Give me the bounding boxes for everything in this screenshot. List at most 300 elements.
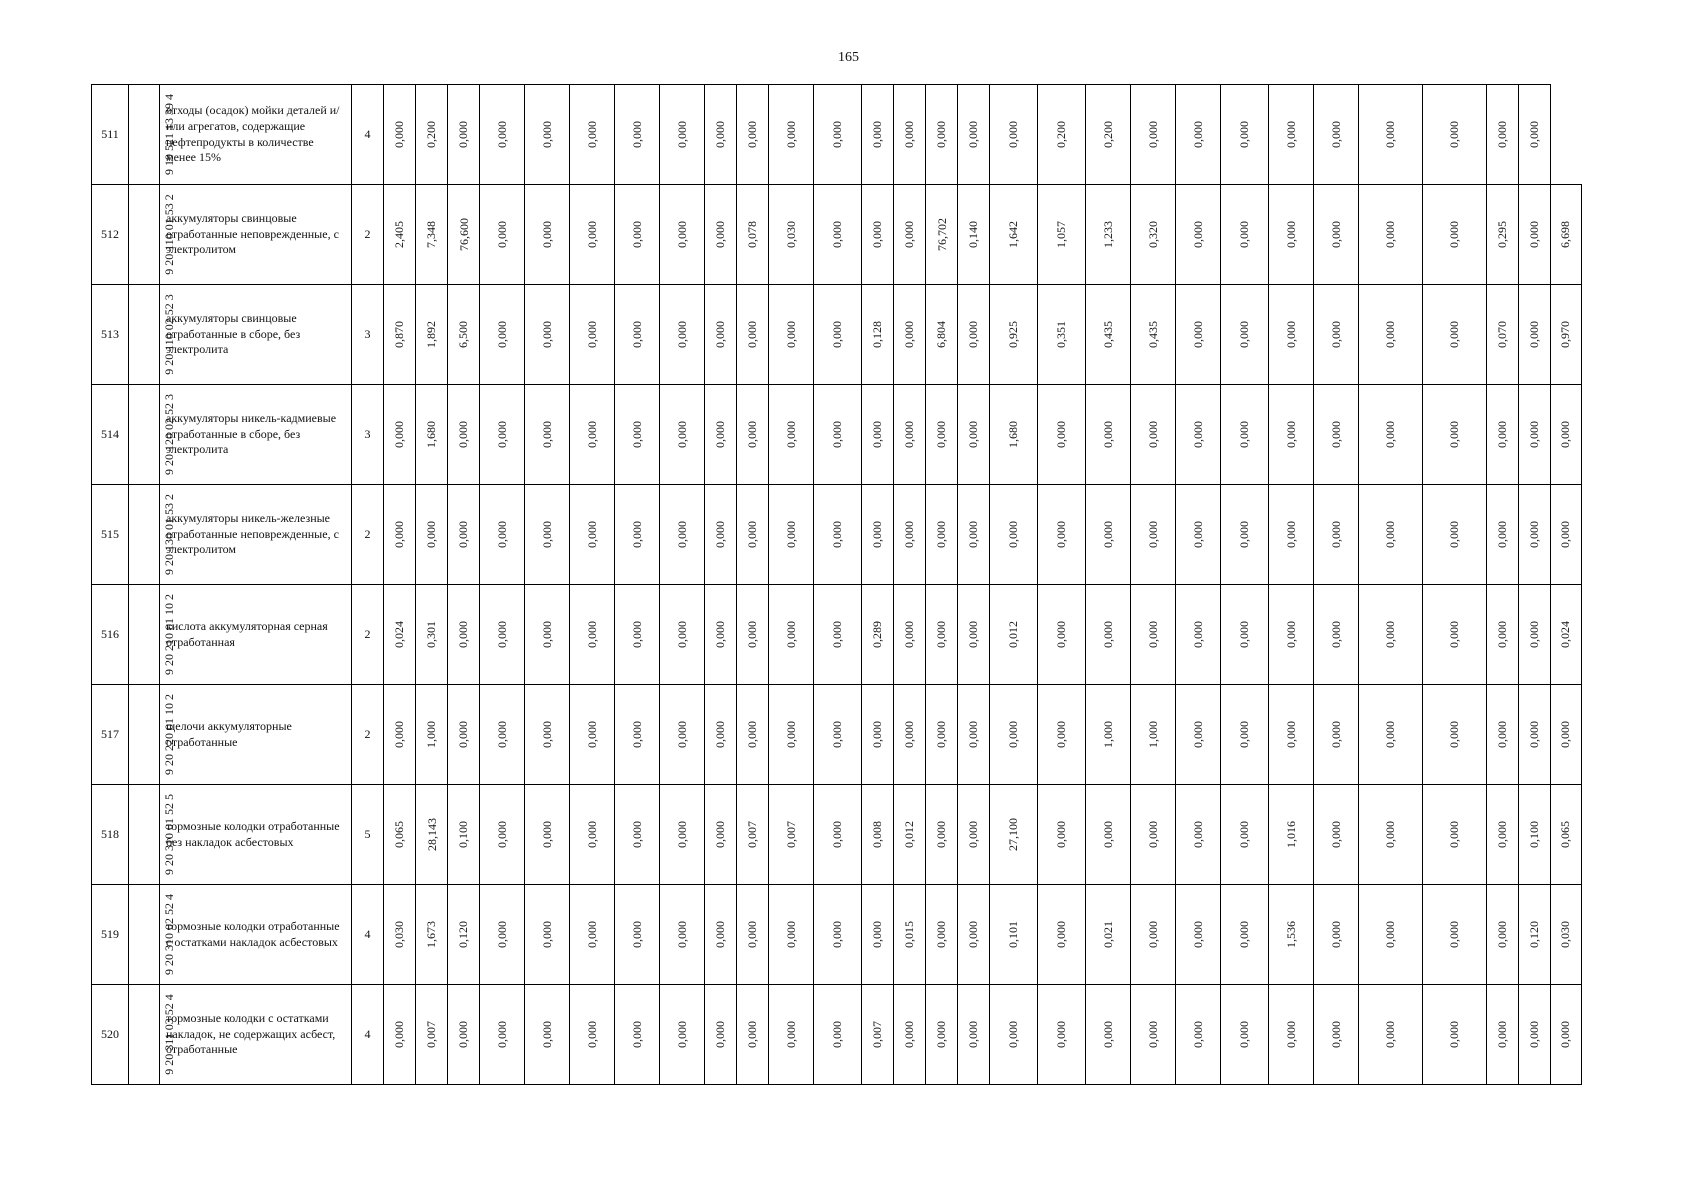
value: 1,000 (424, 721, 438, 748)
value: 0,000 (424, 521, 438, 548)
value-cell (1550, 685, 1582, 785)
value: 0,000 (584, 121, 599, 148)
value: 0,000 (1383, 721, 1397, 748)
value-cell (1359, 485, 1423, 585)
hazard-class: 2 (352, 185, 384, 285)
value: 0,000 (966, 821, 980, 848)
value-cell (990, 585, 1038, 685)
value: 0,007 (745, 821, 759, 848)
value-cell (1423, 985, 1487, 1085)
value-cell (1359, 85, 1423, 185)
value: 0,000 (1054, 721, 1068, 748)
table-row (92, 485, 1582, 585)
value-cell (769, 85, 814, 185)
value: 0,000 (1383, 321, 1397, 348)
value-cell (1519, 885, 1551, 985)
value: 0,000 (1100, 521, 1115, 548)
value: 0,000 (674, 421, 689, 448)
row-number: 519 (92, 885, 129, 985)
value: 27,100 (1006, 818, 1020, 851)
value: 0,140 (966, 221, 980, 248)
waste-name: тормозные колодки с остатками накладок, не содержащих асбест, отработанные (160, 985, 352, 1085)
value: 0,000 (1190, 321, 1205, 348)
value-cell (1550, 985, 1582, 1085)
value-cell (958, 785, 990, 885)
value: 0,000 (934, 521, 948, 548)
value-cell (480, 85, 525, 185)
value: 0,000 (1237, 1021, 1251, 1048)
value: 0,301 (424, 621, 438, 648)
value: 0,000 (713, 421, 727, 448)
value: 0,000 (1237, 321, 1251, 348)
value: 0,000 (830, 121, 844, 148)
waste-code: 9 20 110 01 53 2 (161, 194, 176, 275)
value: 0,000 (1383, 121, 1397, 148)
value-cell (660, 585, 705, 685)
value-cell (814, 985, 862, 1085)
value: 0,000 (870, 221, 884, 248)
value-cell (615, 385, 660, 485)
value-cell (570, 585, 615, 685)
value-cell (1359, 185, 1423, 285)
value-cell (1086, 185, 1131, 285)
value: 0,030 (1558, 921, 1573, 948)
value: 0,000 (494, 421, 509, 448)
value: 0,000 (1190, 121, 1205, 148)
value-cell (1314, 85, 1359, 185)
value: 0,000 (783, 721, 798, 748)
value-cell (1038, 885, 1086, 985)
value-cell (958, 385, 990, 485)
row-number: 518 (92, 785, 129, 885)
value-cell (615, 85, 660, 185)
value-cell (1359, 585, 1423, 685)
value-cell (1038, 285, 1086, 385)
value-cell (1086, 985, 1131, 1085)
value: 0,000 (1145, 521, 1160, 548)
hazard-class: 2 (352, 685, 384, 785)
value: 0,000 (456, 421, 470, 448)
value: 0,000 (1328, 521, 1343, 548)
value-cell (814, 685, 862, 785)
hazard-class: 3 (352, 285, 384, 385)
value-cell (958, 685, 990, 785)
value: 0,065 (1558, 821, 1573, 848)
value-cell (416, 685, 448, 785)
waste-code-cell (129, 85, 176, 185)
value-cell (570, 785, 615, 885)
value-cell (1550, 885, 1582, 985)
value-cell (1269, 985, 1314, 1085)
row-number: 513 (92, 285, 129, 385)
value-cell (570, 285, 615, 385)
value-cell (1269, 585, 1314, 685)
value-cell (1086, 585, 1131, 685)
value-cell (1487, 85, 1519, 185)
value: 0,000 (783, 921, 798, 948)
value-cell (894, 285, 926, 385)
row-number: 520 (92, 985, 129, 1085)
value: 0,000 (629, 321, 644, 348)
value: 1,673 (424, 921, 438, 948)
value: 0,000 (713, 821, 727, 848)
value: 0,000 (1328, 1021, 1343, 1048)
waste-code: 9 20 310 01 52 5 (162, 794, 176, 875)
value: 0,000 (1054, 421, 1068, 448)
value: 0,070 (1495, 321, 1509, 348)
value: 0,000 (539, 321, 554, 348)
value-cell (384, 685, 416, 785)
value: 0,000 (934, 921, 948, 948)
value: 0,000 (1495, 821, 1509, 848)
value: 0,000 (1283, 621, 1298, 648)
value: 0,000 (934, 821, 948, 848)
value: 0,000 (1283, 221, 1298, 248)
value: 0,000 (1145, 421, 1160, 448)
value-cell (1131, 485, 1176, 585)
value: 0,000 (1447, 421, 1461, 448)
value: 0,000 (674, 521, 689, 548)
value-cell (862, 985, 894, 1085)
value-cell (1086, 885, 1131, 985)
value: 2,405 (392, 221, 406, 248)
value-cell (769, 885, 814, 985)
value: 0,000 (1526, 1021, 1541, 1048)
value-cell (862, 685, 894, 785)
value-cell (1269, 185, 1314, 285)
value-cell (1086, 785, 1131, 885)
waste-code: 9 19 521 13 39 4 (162, 94, 176, 175)
value-cell (480, 785, 525, 885)
value: 1,680 (424, 421, 438, 448)
value-cell (1423, 585, 1487, 685)
value: 0,000 (1495, 121, 1509, 148)
value-cell (705, 485, 737, 585)
value-cell (1550, 485, 1582, 585)
value-cell (1519, 785, 1551, 885)
value-cell (894, 685, 926, 785)
value-cell (1086, 385, 1131, 485)
value-cell (416, 385, 448, 485)
value: 0,007 (870, 1021, 884, 1048)
value: 0,000 (456, 1021, 470, 1048)
value-cell (737, 385, 769, 485)
value: 0,000 (966, 721, 980, 748)
value: 0,000 (1447, 821, 1461, 848)
value-cell (814, 785, 862, 885)
value-cell (525, 785, 570, 885)
value: 0,000 (934, 1021, 948, 1048)
value-cell (862, 185, 894, 285)
value: 0,000 (539, 621, 554, 648)
value: 0,120 (1526, 921, 1541, 948)
value: 0,000 (629, 521, 644, 548)
value: 0,000 (539, 921, 554, 948)
waste-code: 9 20 311 03 52 4 (161, 994, 176, 1075)
value: 0,000 (830, 421, 844, 448)
waste-name: тормозные колодки отработанные с остатками накладок асбестовых (160, 885, 352, 985)
value: 0,000 (1054, 821, 1068, 848)
value-cell (1131, 585, 1176, 685)
value-cell (1038, 985, 1086, 1085)
value-cell (1519, 285, 1551, 385)
value-cell (660, 285, 705, 385)
value-cell (525, 585, 570, 685)
value: 0,100 (456, 821, 470, 848)
value-cell (1221, 585, 1269, 685)
value-cell (480, 385, 525, 485)
value-cell (862, 485, 894, 585)
value-cell (769, 385, 814, 485)
waste-name: тормозные колодки отработанные без накладок асбестовых (160, 785, 352, 885)
value: 0,000 (584, 721, 599, 748)
value-cell (1221, 485, 1269, 585)
value-cell (990, 85, 1038, 185)
value-cell (570, 985, 615, 1085)
value-cell (615, 185, 660, 285)
value-cell (384, 885, 416, 985)
value: 0,000 (1526, 521, 1541, 548)
value: 0,000 (674, 1021, 689, 1048)
value-cell (480, 485, 525, 585)
value-cell (1176, 885, 1221, 985)
value-cell (1269, 285, 1314, 385)
value-cell (705, 585, 737, 685)
value-cell (705, 285, 737, 385)
value: 1,016 (1283, 821, 1298, 848)
value-cell (1221, 985, 1269, 1085)
value-cell (894, 585, 926, 685)
value: 76,600 (457, 218, 471, 251)
waste-name: аккумуляторы никель-железные отработанные неповрежденные, с электролитом (160, 485, 352, 585)
value-cell (1423, 485, 1487, 585)
value: 76,702 (935, 218, 949, 251)
value: 6,500 (456, 321, 470, 348)
value: 0,000 (539, 121, 554, 148)
value: 28,143 (425, 818, 439, 851)
value: 0,000 (539, 421, 554, 448)
value: 7,348 (424, 221, 438, 248)
value: 0,000 (1190, 1021, 1205, 1048)
value: 0,000 (629, 821, 644, 848)
value-cell (1550, 785, 1582, 885)
value: 0,000 (966, 321, 980, 348)
value: 0,000 (1495, 521, 1509, 548)
value-cell (1269, 685, 1314, 785)
value: 0,000 (1328, 321, 1343, 348)
value-cell (1359, 785, 1423, 885)
value: 0,000 (1328, 621, 1343, 648)
value-cell (990, 385, 1038, 485)
value: 0,000 (1237, 921, 1251, 948)
value: 0,000 (674, 621, 689, 648)
hazard-class: 4 (352, 85, 384, 185)
value: 0,000 (674, 721, 689, 748)
value-cell (615, 485, 660, 585)
value-cell (1487, 985, 1519, 1085)
value-cell (737, 585, 769, 685)
value-cell (1176, 685, 1221, 785)
table-row (92, 885, 1582, 985)
value: 0,000 (934, 121, 948, 148)
value-cell (416, 785, 448, 885)
value: 0,000 (830, 1021, 844, 1048)
value-cell (1176, 85, 1221, 185)
value-cell (1550, 385, 1582, 485)
value-cell (570, 485, 615, 585)
value: 0,012 (902, 821, 916, 848)
waste-code: 9 20 120 02 52 3 (162, 394, 176, 475)
value-cell (958, 885, 990, 985)
value: 0,000 (830, 621, 844, 648)
value: 0,000 (1447, 921, 1461, 948)
waste-code-cell (129, 685, 176, 785)
value: 0,000 (1558, 1021, 1573, 1048)
value-cell (1131, 685, 1176, 785)
value: 0,000 (392, 421, 406, 448)
value-cell (416, 485, 448, 585)
value-cell (990, 685, 1038, 785)
table-row (92, 385, 1582, 485)
value-cell (448, 985, 480, 1085)
value: 0,000 (1283, 721, 1298, 748)
value-cell (1131, 785, 1176, 885)
value-cell (1176, 385, 1221, 485)
value: 0,000 (494, 321, 509, 348)
value-cell (705, 685, 737, 785)
value: 0,351 (1054, 321, 1068, 348)
value: 0,000 (1495, 421, 1509, 448)
value: 0,000 (713, 221, 727, 248)
value: 0,000 (1526, 621, 1541, 648)
value-cell (525, 85, 570, 185)
value-cell (1038, 185, 1086, 285)
value: 0,065 (392, 821, 406, 848)
value: 0,000 (494, 921, 509, 948)
waste-code: 9 20 310 02 52 4 (162, 894, 176, 975)
value-cell (926, 785, 958, 885)
value-cell (1519, 85, 1551, 185)
value: 0,000 (1006, 121, 1020, 148)
value: 0,000 (1237, 221, 1251, 248)
value: 0,000 (902, 521, 916, 548)
value-cell (705, 885, 737, 985)
value: 0,000 (494, 121, 509, 148)
hazard-class: 2 (352, 585, 384, 685)
value: 0,000 (456, 621, 470, 648)
value-cell (990, 785, 1038, 885)
value-cell (384, 385, 416, 485)
value: 0,000 (1447, 721, 1461, 748)
value: 0,000 (902, 721, 916, 748)
value: 0,000 (494, 721, 509, 748)
value-cell (737, 485, 769, 585)
value-cell (1314, 185, 1359, 285)
value-cell (894, 885, 926, 985)
value-cell (705, 385, 737, 485)
value: 0,000 (629, 721, 644, 748)
value: 0,000 (1328, 221, 1343, 248)
value-cell (1038, 785, 1086, 885)
value: 0,000 (584, 221, 599, 248)
value-cell (990, 985, 1038, 1085)
value: 0,000 (1283, 521, 1298, 548)
value-cell (660, 185, 705, 285)
value: 0,000 (1526, 421, 1541, 448)
value-cell (1487, 885, 1519, 985)
waste-name: аккумуляторы никель-кадмиевые отработанные в сборе, без электролита (160, 385, 352, 485)
value: 0,000 (870, 121, 884, 148)
value: 0,000 (392, 521, 406, 548)
value: 1,000 (1100, 721, 1115, 748)
value-cell (615, 685, 660, 785)
value-cell (958, 985, 990, 1085)
value: 0,000 (629, 421, 644, 448)
value-cell (480, 685, 525, 785)
value: 0,000 (1237, 121, 1251, 148)
value-cell (990, 485, 1038, 585)
value-cell (814, 585, 862, 685)
value: 0,000 (1447, 1021, 1461, 1048)
waste-code-cell (129, 585, 176, 685)
value-cell (814, 885, 862, 985)
value-cell (1038, 385, 1086, 485)
value: 0,021 (1100, 921, 1115, 948)
value-cell (814, 485, 862, 585)
value: 0,000 (1237, 721, 1251, 748)
value: 0,100 (1526, 821, 1541, 848)
row-number: 515 (92, 485, 129, 585)
value-cell (570, 85, 615, 185)
value-cell (525, 285, 570, 385)
value-cell (1359, 285, 1423, 385)
value: 0,000 (902, 321, 916, 348)
value-cell (705, 85, 737, 185)
value-cell (926, 185, 958, 285)
value-cell (1269, 485, 1314, 585)
table-row (92, 585, 1582, 685)
value-cell (525, 885, 570, 985)
value-cell (769, 585, 814, 685)
hazard-class: 5 (352, 785, 384, 885)
value-cell (1423, 185, 1487, 285)
row-number: 517 (92, 685, 129, 785)
value: 0,435 (1145, 321, 1160, 348)
value: 0,000 (584, 1021, 599, 1048)
value: 0,000 (674, 321, 689, 348)
value: 0,000 (1145, 621, 1160, 648)
waste-table (91, 84, 1582, 1085)
value: 0,007 (424, 1021, 438, 1048)
value: 0,000 (1328, 921, 1343, 948)
value-cell (448, 85, 480, 185)
value: 0,000 (1383, 221, 1397, 248)
value: 0,000 (966, 421, 980, 448)
value-cell (814, 185, 862, 285)
value-cell (737, 785, 769, 885)
value-cell (926, 885, 958, 985)
value-cell (1423, 385, 1487, 485)
value: 0,000 (1328, 721, 1343, 748)
value: 0,000 (870, 721, 884, 748)
waste-code-cell (129, 785, 176, 885)
value-cell (1487, 285, 1519, 385)
value-cell (958, 85, 990, 185)
value: 0,000 (902, 1021, 916, 1048)
value: 0,000 (1383, 821, 1397, 848)
value: 0,000 (1283, 1021, 1298, 1048)
waste-name: аккумуляторы свинцовые отработанные неповрежденные, с электролитом (160, 185, 352, 285)
